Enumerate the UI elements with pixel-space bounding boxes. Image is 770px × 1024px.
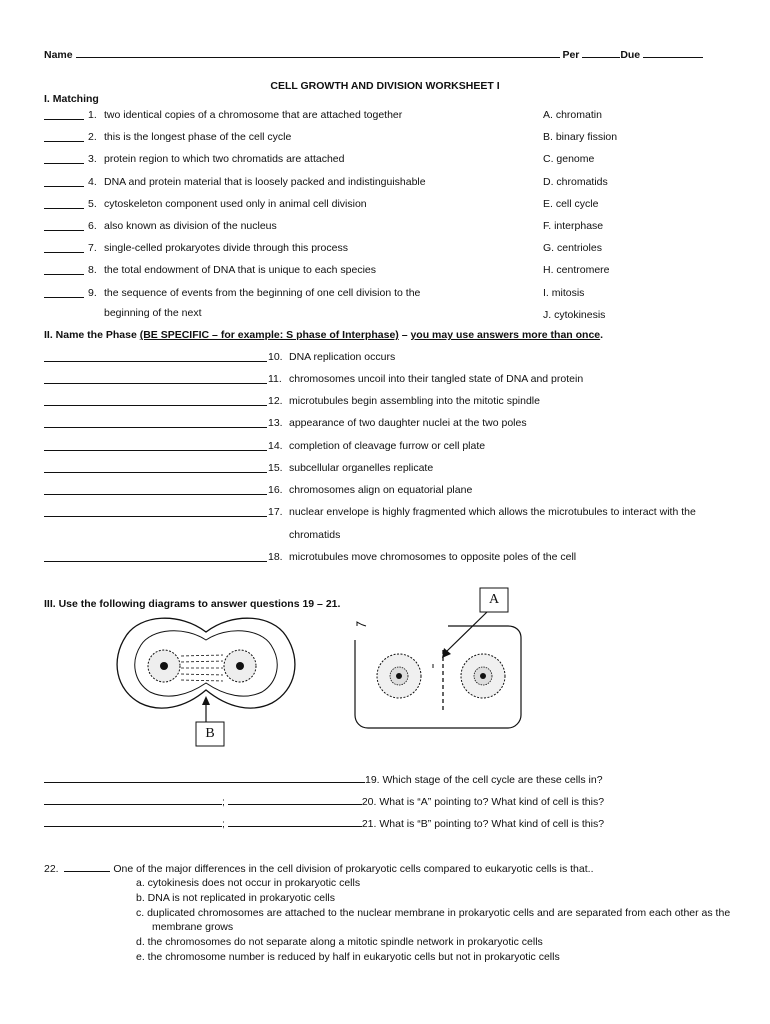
matching-item-number: 8.: [88, 264, 97, 277]
phase-item-text: microtubules begin assembling into the mitotic spindle: [289, 395, 540, 407]
matching-answer-option: J. cytokinesis: [543, 308, 606, 321]
matching-item-number: 3.: [88, 153, 97, 166]
matching-item-text: this is the longest phase of the cell cycle: [104, 131, 292, 144]
name-line: Name Per Due: [44, 48, 703, 62]
answer-21b-field[interactable]: [228, 817, 362, 827]
section1-heading: I. Matching: [44, 93, 99, 105]
phase-item-number: 12.: [268, 395, 283, 407]
answer-22-field[interactable]: [64, 862, 110, 872]
page-title: CELL GROWTH AND DIVISION WORKSHEET I: [270, 80, 500, 92]
matching-answer-option: E. cell cycle: [543, 197, 599, 210]
matching-answer-option: F. interphase: [543, 220, 604, 232]
phase-item-number: 18.: [268, 551, 283, 563]
answer-20a-field[interactable]: [44, 795, 222, 805]
option-c-continuation: membrane grows: [152, 921, 234, 933]
phase-item-number: 13.: [268, 417, 283, 429]
phase-item-number: 14.: [268, 440, 283, 452]
phase-item-text: DNA replication occurs: [289, 351, 396, 363]
item9-continuation: beginning of the next: [104, 307, 202, 319]
question-22-option: b. DNA is not replicated in prokaryotic cells: [136, 892, 336, 904]
phase-item-text: appearance of two daughter nuclei at the two poles: [289, 417, 527, 429]
label-a: A: [488, 592, 500, 607]
question-22-option: c. duplicated chromosomes are attached to the nuclear membrane in prokaryotic cells and are separated from each other as the: [136, 907, 731, 919]
matching-item-text: two identical copies of a chromosome that are attached together: [104, 109, 403, 121]
matching-answer-option: B. binary fission: [543, 131, 618, 144]
matching-item-text: DNA and protein material that is loosely packed and indistinguishable: [104, 175, 426, 188]
matching-item-number: 6.: [88, 220, 97, 232]
label-b: B: [205, 726, 215, 741]
phase-item-text: subcellular organelles replicate: [289, 462, 434, 474]
matching-item-number: 2.: [88, 131, 97, 144]
matching-item-number: 4.: [88, 175, 97, 188]
matching-item-text: also known as division of the nucleus: [104, 220, 277, 232]
matching-answer-option: A. chromatin: [543, 109, 602, 121]
phase-item-text: microtubules move chromosomes to opposite poles of the cell: [289, 551, 577, 563]
question-21: ; 21. What is “B” pointing to? What kind of cell is this?: [44, 817, 604, 831]
phase-item-number: 10.: [268, 351, 283, 363]
plant-cell-diagram: [355, 588, 521, 728]
phase-item-number: 16.: [268, 484, 283, 496]
matching-answer-option: C. genome: [543, 153, 595, 166]
matching-answer-option: I. mitosis: [543, 286, 585, 299]
answer-20b-field[interactable]: [228, 795, 362, 805]
matching-item-text: single-celled prokaryotes divide through this process: [104, 242, 348, 255]
phase-item-text: completion of cleavage furrow or cell plate: [289, 440, 486, 452]
matching-item-number: 1.: [88, 109, 97, 121]
matching-item-text: protein region to which two chromatids are attached: [104, 153, 345, 166]
matching-answer-option: H. centromere: [543, 264, 610, 277]
question-22-option: e. the chromosome number is reduced by half in eukaryotic cells but not in prokaryotic cells: [136, 951, 560, 963]
phase-item-number: 17.: [268, 506, 283, 518]
section3-heading: III. Use the following diagrams to answer questions 19 – 21.: [44, 598, 341, 610]
answer-21a-field[interactable]: [44, 817, 222, 827]
question-22-option: a. cytokinesis does not occur in prokaryotic cells: [136, 877, 361, 889]
matching-answer-option: D. chromatids: [543, 175, 608, 188]
phase-item-text: chromosomes align on equatorial plane: [289, 484, 473, 496]
matching-answer-option: G. centrioles: [543, 242, 602, 255]
question-19: 19. Which stage of the cell cycle are these cells in?: [44, 773, 603, 787]
phase-item-number: 15.: [268, 462, 283, 474]
matching-item-number: 9.: [88, 286, 97, 299]
question-20: ; 20. What is “A” pointing to? What kind of cell is this?: [44, 795, 604, 809]
matching-item-text: cytoskeleton component used only in animal cell division: [104, 197, 367, 210]
question-22-option: d. the chromosomes do not separate along a mitotic spindle network in prokaryotic cells: [136, 936, 543, 948]
matching-item-number: 7.: [88, 242, 97, 255]
phase-item-text: nuclear envelope is highly fragmented which allows the microtubules to interact with the: [289, 506, 696, 518]
answer-19-field[interactable]: [44, 773, 365, 783]
matching-item-number: 5.: [88, 197, 97, 210]
question-22: 22. One of the major differences in the cell division of prokaryotic cells compared to eukaryotic cells is that..: [44, 863, 594, 875]
matching-item-text: the sequence of events from the beginning of one cell division to the: [104, 286, 421, 299]
section2-heading: II. Name the Phase (BE SPECIFIC – for example: S phase of Interphase) – you may use answers more than once.: [44, 329, 604, 341]
phase-item-number: 11.: [268, 373, 282, 385]
item17-continuation: chromatids: [289, 529, 341, 541]
phase-item-text: chromosomes uncoil into their tangled state of DNA and protein: [289, 373, 584, 385]
matching-item-text: the total endowment of DNA that is unique to each species: [104, 264, 377, 277]
